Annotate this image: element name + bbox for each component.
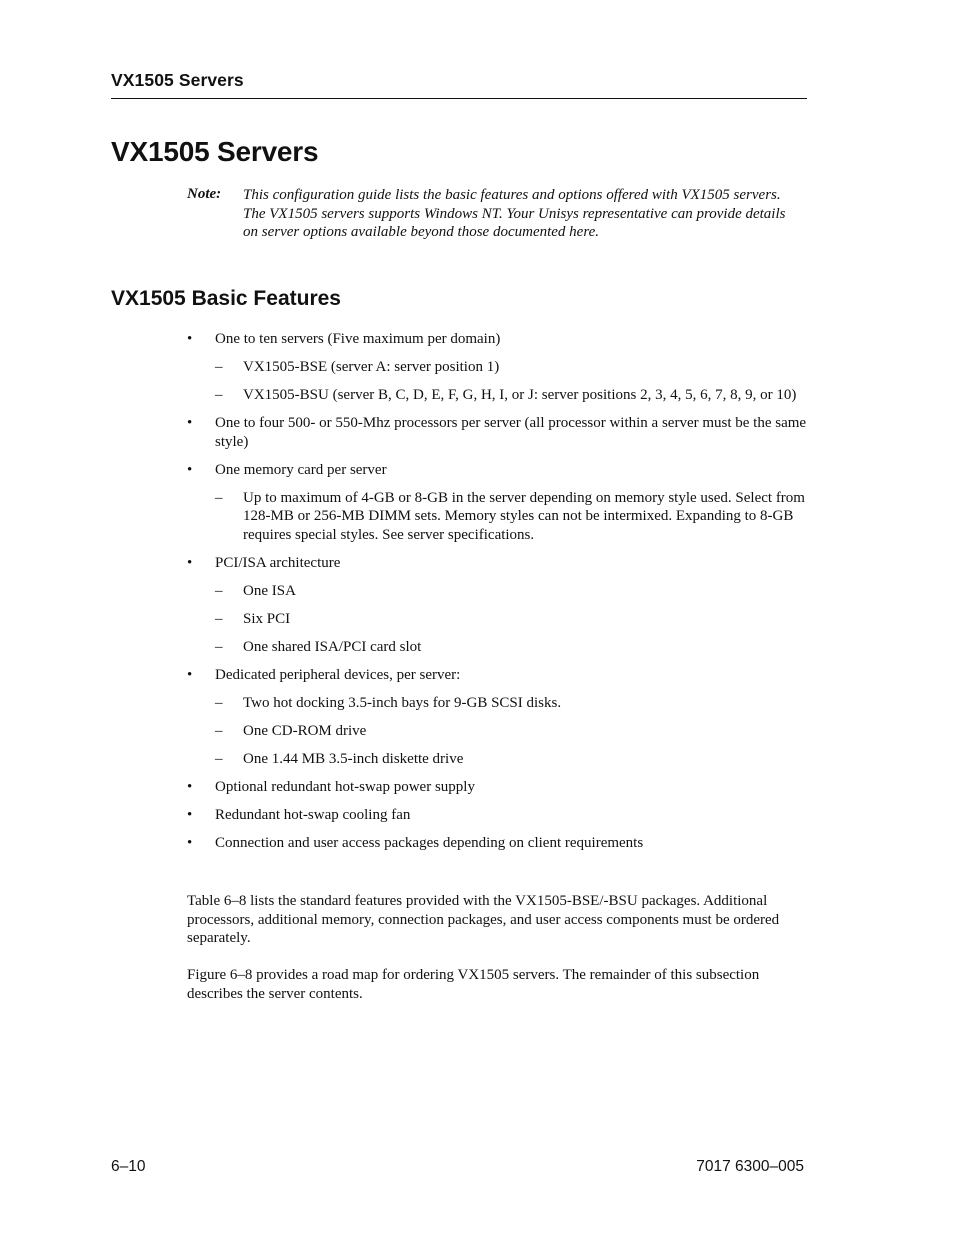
feature-item <box>187 330 807 405</box>
bullet-marker: • <box>187 835 193 852</box>
feature-subitem-text: Six PCI <box>243 611 291 628</box>
feature-subitem-text: VX1505-BSE (server A: server position 1) <box>243 359 500 375</box>
dash-marker: – <box>215 695 223 712</box>
paragraph-table-reference: Table 6–8 lists the standard features provided with the VX1505-BSE/-BSU packages. Additional processors, additional memory, connection packages, and user access components must be ordered separately. <box>187 893 780 947</box>
dash-marker: – <box>215 583 223 600</box>
note-label: Note: <box>187 186 222 202</box>
feature-subitem <box>215 489 807 545</box>
bullet-marker: • <box>187 555 193 572</box>
page-number: 6–10 <box>111 1158 146 1175</box>
feature-subitem <box>215 358 807 377</box>
feature-subitem-text: One shared ISA/PCI card slot <box>243 639 422 656</box>
document-number: 7017 6300–005 <box>696 1158 804 1175</box>
dash-marker: – <box>215 359 223 375</box>
feature-text: Optional redundant hot-swap power supply <box>215 779 475 796</box>
running-header: VX1505 Servers <box>111 70 244 90</box>
feature-item <box>187 666 807 769</box>
feature-subitem-text: Two hot docking 3.5-inch bays for 9-GB SCSI disks. <box>243 695 562 712</box>
feature-text: One to ten servers (Five maximum per domain) <box>215 331 501 347</box>
feature-item <box>187 834 807 853</box>
feature-text: Dedicated peripheral devices, per server: <box>215 667 461 684</box>
header-rule <box>111 98 807 99</box>
bullet-marker: • <box>187 807 193 824</box>
feature-text: PCI/ISA architecture <box>215 555 341 572</box>
feature-subitem <box>215 694 807 713</box>
bullet-marker: • <box>187 415 193 431</box>
bullet-marker: • <box>187 331 193 347</box>
feature-subitem <box>215 750 807 769</box>
bullet-marker: • <box>187 461 193 478</box>
feature-item <box>187 778 807 797</box>
feature-subitem <box>215 722 807 741</box>
dash-marker: – <box>215 611 223 628</box>
dash-marker: – <box>215 387 223 403</box>
feature-subitem <box>215 386 807 405</box>
section-heading: VX1505 Basic Features <box>111 287 341 310</box>
feature-text: One to four 500- or 550-Mhz processors per server (all processor within a server must be the same style) <box>215 415 807 450</box>
feature-subitem-text: One 1.44 MB 3.5-inch diskette drive <box>243 751 464 768</box>
feature-subitem-text: One ISA <box>243 583 296 600</box>
feature-sublist <box>215 694 807 769</box>
feature-subitem-text: VX1505-BSU (server B, C, D, E, F, G, H, I, or J: server positions 2, 3, 4, 5, 6, 7, 8, 9, or 10) <box>243 387 797 403</box>
bullet-marker: • <box>187 667 193 684</box>
feature-subitem-text: One CD-ROM drive <box>243 723 367 740</box>
feature-text: One memory card per server <box>215 461 387 478</box>
feature-item <box>187 414 807 451</box>
page-title: VX1505 Servers <box>111 136 319 167</box>
note-text: This configuration guide lists the basic features and options offered with VX1505 servers. The VX1505 servers supports Windows NT. Your Unisys representative can provide details on server options available beyond those documented here. <box>243 187 786 241</box>
feature-subitem <box>215 610 807 629</box>
dash-marker: – <box>215 751 223 768</box>
dash-marker: – <box>215 723 223 740</box>
dash-marker: – <box>215 489 223 506</box>
paragraph-figure-reference: Figure 6–8 provides a road map for ordering VX1505 servers. The remainder of this subsection describes the server contents. <box>187 967 760 1002</box>
bullet-marker: • <box>187 779 193 796</box>
features-list <box>187 330 807 862</box>
feature-item <box>187 461 807 545</box>
feature-sublist <box>215 358 807 405</box>
feature-subitem <box>215 638 807 657</box>
feature-subitem-text: Up to maximum of 4-GB or 8-GB in the server depending on memory style used. Select from 128-MB or 256-MB DIMM sets. Memory styles can not be intermixed. Expanding to 8-GB requires special styles. See server specifications. <box>243 489 805 544</box>
dash-marker: – <box>215 639 223 656</box>
feature-text: Connection and user access packages depending on client requirements <box>215 835 644 852</box>
feature-item <box>187 554 807 657</box>
feature-item <box>187 806 807 825</box>
feature-sublist <box>215 582 807 657</box>
feature-sublist <box>215 489 807 545</box>
feature-subitem <box>215 582 807 601</box>
feature-text: Redundant hot-swap cooling fan <box>215 807 411 824</box>
